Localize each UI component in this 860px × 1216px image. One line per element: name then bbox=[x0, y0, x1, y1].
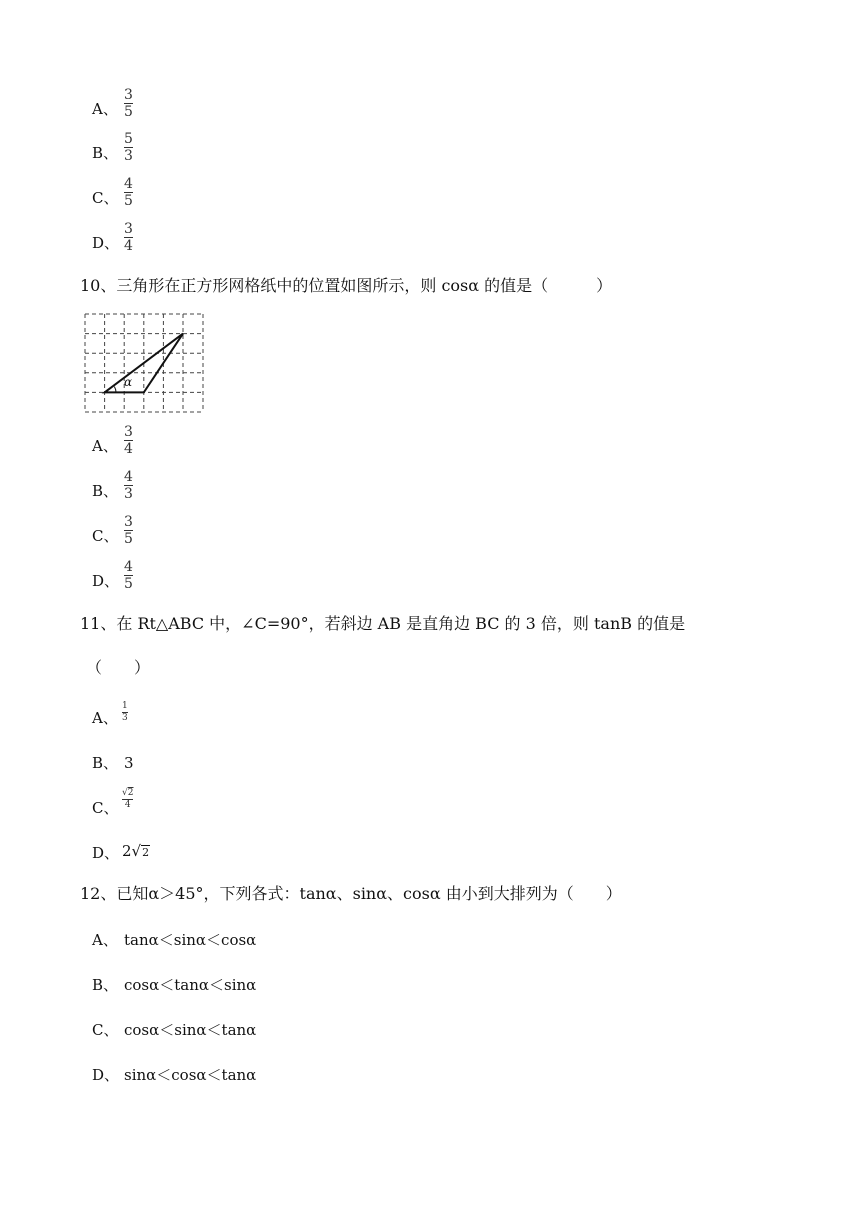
square-root bbox=[132, 842, 151, 860]
fraction bbox=[124, 177, 133, 208]
option-letter: B、 bbox=[92, 976, 119, 994]
sqrt-argument: 2 bbox=[142, 846, 150, 859]
denominator: 5 bbox=[124, 104, 133, 120]
option-value: tanα＜sinα＜cosα bbox=[124, 931, 257, 949]
fraction bbox=[124, 222, 133, 253]
option-letter: C、 bbox=[92, 1021, 119, 1039]
denominator: 4 bbox=[124, 441, 133, 457]
numerator: 5 bbox=[124, 131, 133, 147]
numerator: 1 bbox=[122, 701, 128, 711]
option-letter: D、 bbox=[92, 1066, 120, 1084]
option-letter: A、 bbox=[92, 437, 118, 455]
numerator: 3 bbox=[124, 424, 133, 440]
grid-triangle-figure bbox=[84, 313, 206, 419]
option-value: cosα＜sinα＜tanα bbox=[124, 1021, 257, 1039]
sqrt-argument: 2 bbox=[127, 788, 134, 798]
option-letter: B、 bbox=[92, 754, 119, 772]
fraction bbox=[124, 132, 133, 163]
radical-sign: √ bbox=[131, 842, 142, 860]
option-letter: D、 bbox=[92, 572, 120, 590]
q11-stem-line2: （ ） bbox=[86, 658, 151, 677]
denominator: 5 bbox=[124, 531, 133, 547]
coefficient: 2 bbox=[122, 842, 132, 860]
fraction bbox=[122, 789, 133, 810]
fraction bbox=[124, 88, 133, 119]
denominator: 5 bbox=[124, 193, 133, 209]
numerator: 4 bbox=[124, 559, 133, 575]
option-letter: D、 bbox=[92, 234, 120, 252]
option-letter: D、 bbox=[92, 844, 120, 862]
numerator: 3 bbox=[124, 221, 133, 237]
denominator: 5 bbox=[124, 576, 133, 592]
option-letter: C、 bbox=[92, 189, 119, 207]
option-letter: B、 bbox=[92, 482, 119, 500]
numerator: 4 bbox=[124, 176, 133, 192]
option-value bbox=[122, 842, 150, 860]
option-letter: C、 bbox=[92, 799, 119, 817]
denominator: 4 bbox=[124, 238, 133, 254]
q10-stem: 10、三角形在正方形网格纸中的位置如图所示，则 cosα 的值是（ ） bbox=[80, 276, 613, 295]
fraction bbox=[122, 702, 128, 723]
option-letter: A、 bbox=[92, 709, 118, 727]
numerator: 3 bbox=[124, 514, 133, 530]
numerator: √2 bbox=[122, 788, 134, 798]
option-value: cosα＜tanα＜sinα bbox=[124, 976, 257, 994]
option-value: sinα＜cosα＜tanα bbox=[124, 1066, 257, 1084]
numerator: 4 bbox=[124, 469, 133, 485]
option-letter: A、 bbox=[92, 931, 118, 949]
denominator: 3 bbox=[124, 148, 133, 164]
numerator: 3 bbox=[124, 87, 133, 103]
option-letter: C、 bbox=[92, 527, 119, 545]
denominator: 4 bbox=[124, 800, 131, 810]
fraction bbox=[124, 560, 133, 591]
grid-triangle-svg bbox=[84, 313, 206, 415]
fraction bbox=[124, 515, 133, 546]
denominator: 3 bbox=[124, 486, 133, 502]
q11-stem-line1: 11、在 Rt△ABC 中，∠C=90°，若斜边 AB 是直角边 BC 的 3 倍，则 tanB 的值是 bbox=[80, 614, 686, 633]
option-letter: B、 bbox=[92, 144, 119, 162]
angle-alpha-label: α bbox=[124, 375, 133, 389]
fraction bbox=[124, 425, 133, 456]
q12-stem: 12、已知α＞45°，下列各式：tanα、sinα、cosα 由小到大排列为（ ） bbox=[80, 884, 622, 903]
option-letter: A、 bbox=[92, 100, 118, 118]
option-value: 3 bbox=[124, 754, 134, 772]
fraction bbox=[124, 470, 133, 501]
denominator: 3 bbox=[122, 713, 128, 723]
